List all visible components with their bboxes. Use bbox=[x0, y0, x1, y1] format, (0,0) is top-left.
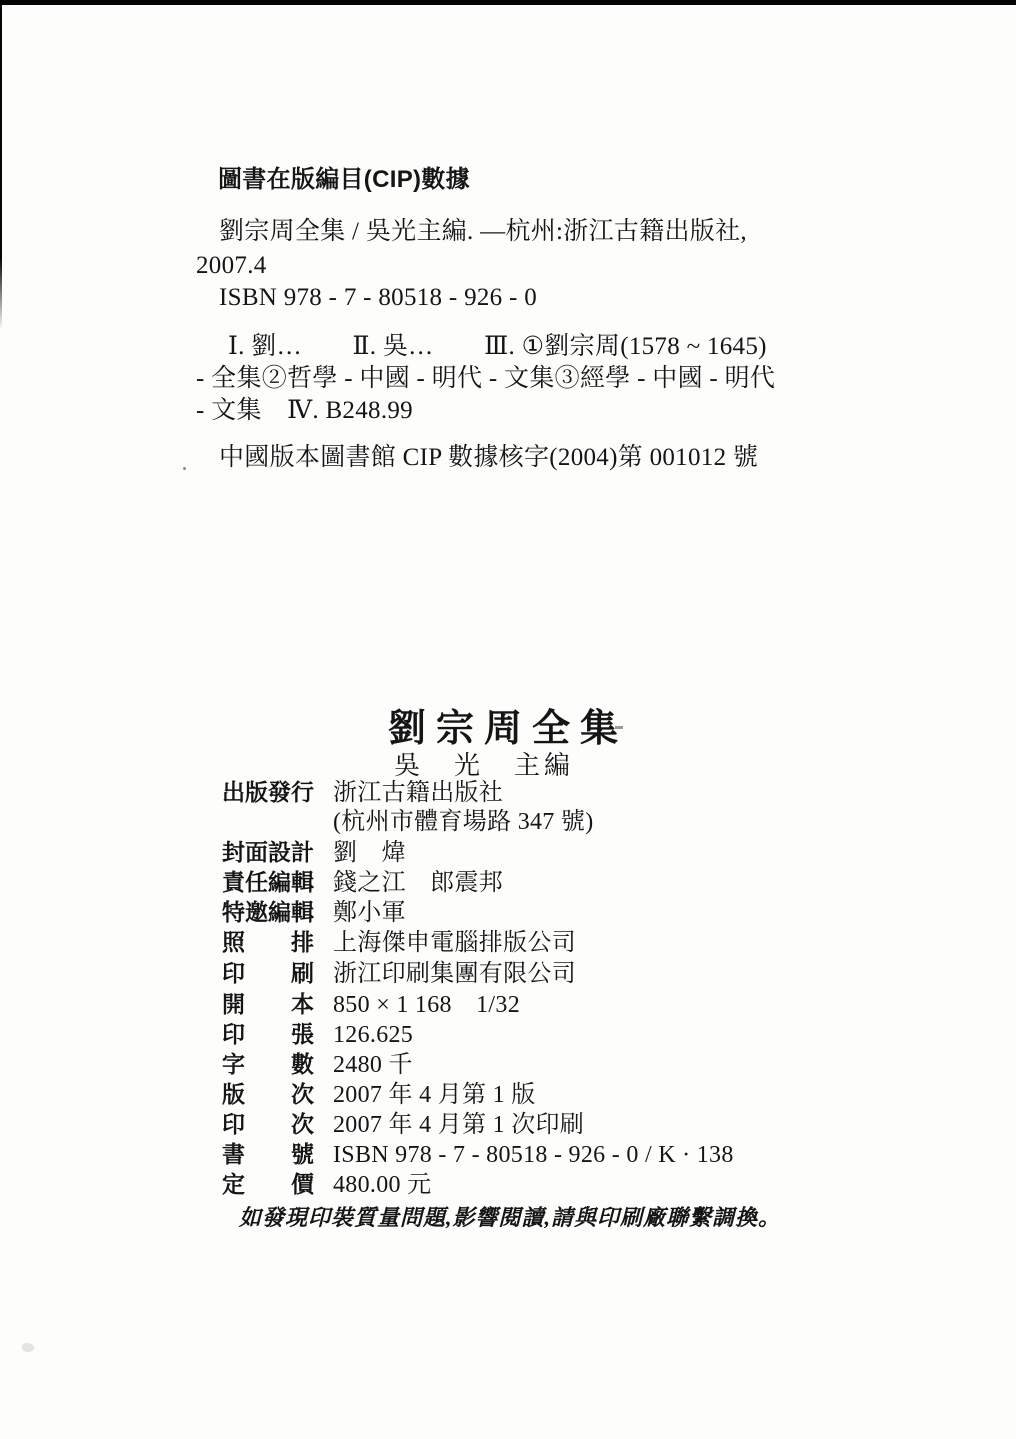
table-row bbox=[222, 779, 503, 809]
row-label: 定 價 bbox=[222, 1171, 314, 1197]
row-value: 浙江古籍出版社 bbox=[333, 780, 504, 806]
cip-entry-line1: 劉宗周全集 / 吳光主編. —杭州:浙江古籍出版社, bbox=[219, 218, 747, 245]
table-row bbox=[222, 1141, 734, 1171]
row-label: 印 張 bbox=[222, 1021, 314, 1047]
cip-isbn-line: ISBN 978 - 7 - 80518 - 926 - 0 bbox=[219, 284, 538, 311]
table-row bbox=[222, 1111, 584, 1141]
row-value: 上海傑申電腦排版公司 bbox=[333, 930, 576, 956]
table-row bbox=[222, 991, 520, 1021]
row-value: (杭州市體育場路 347 號) bbox=[333, 809, 594, 835]
scan-artifact-dot bbox=[183, 467, 186, 470]
row-value: 劉 煒 bbox=[333, 840, 406, 866]
row-value: ISBN 978 - 7 - 80518 - 926 - 0 / K · 138 bbox=[333, 1142, 734, 1168]
row-label: 出版發行 bbox=[222, 779, 314, 805]
row-value: 2480 千 bbox=[333, 1052, 413, 1078]
cip-class-line2: - 全集②哲學 - 中國 - 明代 - 文集③經學 - 中國 - 明代 bbox=[196, 365, 776, 392]
cip-entry-line2: 2007.4 bbox=[196, 252, 267, 279]
row-value: 2007 年 4 月第 1 版 bbox=[333, 1082, 536, 1108]
table-row bbox=[222, 869, 503, 899]
row-label: 印 刷 bbox=[222, 960, 314, 986]
table-row bbox=[222, 1171, 431, 1201]
row-label: 責任編輯 bbox=[222, 869, 314, 895]
row-value: 2007 年 4 月第 1 次印刷 bbox=[333, 1112, 585, 1138]
row-label: 書 號 bbox=[222, 1141, 314, 1167]
cip-header: 圖書在版編目(CIP)數據 bbox=[218, 166, 470, 193]
table-row bbox=[222, 809, 593, 838]
table-row bbox=[222, 1081, 536, 1111]
row-value: 126.625 bbox=[333, 1022, 414, 1048]
table-row bbox=[222, 839, 406, 869]
table-row bbox=[222, 1021, 413, 1051]
row-value: 錢之江 郎震邦 bbox=[333, 870, 504, 896]
table-row bbox=[222, 929, 576, 959]
table-row bbox=[222, 1051, 413, 1081]
row-value: 鄭小軍 bbox=[333, 900, 406, 926]
table-row bbox=[222, 899, 406, 929]
row-label: 封面設計 bbox=[222, 839, 314, 865]
row-value: 浙江印刷集團有限公司 bbox=[333, 961, 576, 987]
cip-record-number: 中國版本圖書館 CIP 數據核字(2004)第 001012 號 bbox=[219, 444, 759, 471]
editor-byline: 吳 光 主編 bbox=[393, 751, 574, 780]
row-label: 版 次 bbox=[222, 1081, 314, 1107]
scan-artifact-smudge bbox=[22, 1343, 34, 1352]
row-label: 字 數 bbox=[222, 1051, 314, 1077]
row-label: 印 次 bbox=[222, 1111, 314, 1137]
scan-artifact-top-bar bbox=[0, 0, 1016, 5]
cip-class-line1: Ⅰ. 劉… Ⅱ. 吳… Ⅲ. ①劉宗周(1578 ~ 1645) bbox=[228, 333, 767, 360]
row-value: 480.00 元 bbox=[333, 1172, 432, 1198]
row-label: 照 排 bbox=[222, 929, 314, 955]
scan-artifact-left-strip bbox=[0, 0, 2, 330]
cip-class-line3: - 文集 Ⅳ. B248.99 bbox=[196, 397, 413, 424]
print-quality-note: 如發現印裝質量問題,影響閱讀,請與印刷廠聯繫調換。 bbox=[239, 1205, 782, 1230]
row-value: 850 × 1 168 1/32 bbox=[333, 992, 521, 1018]
table-row bbox=[222, 960, 576, 990]
row-label: 開 本 bbox=[222, 991, 314, 1017]
row-label: 特邀編輯 bbox=[222, 899, 314, 925]
page-title: 劉宗周全集 bbox=[387, 708, 628, 750]
